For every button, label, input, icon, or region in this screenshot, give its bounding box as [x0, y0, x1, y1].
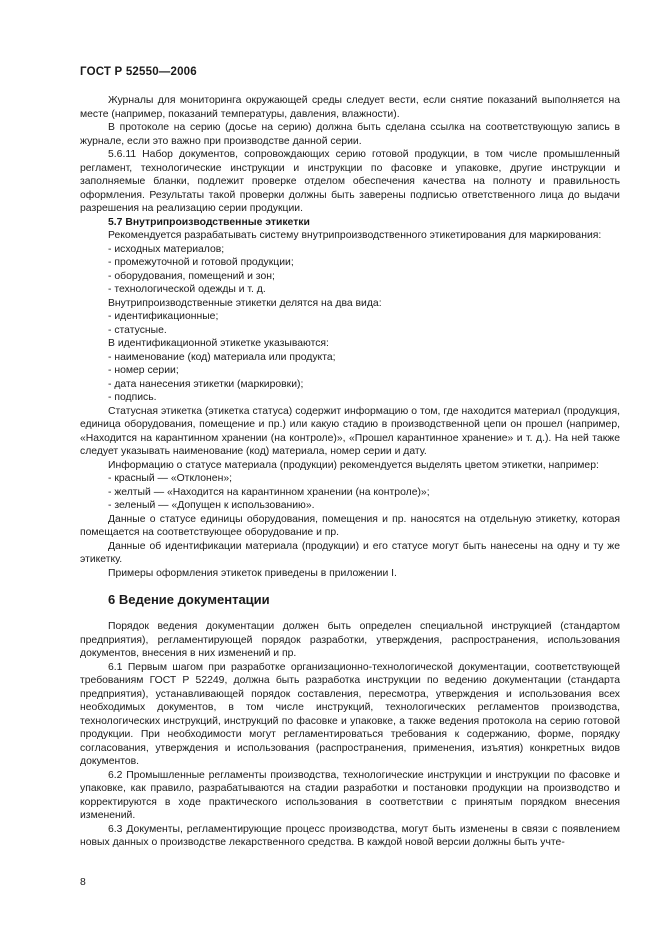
list-item: - исходных материалов; — [108, 243, 225, 255]
paragraph: Внутрипроизводственные этикетки делятся на два вида: — [108, 297, 382, 309]
list-item: - дата нанесения этикетки (маркировки); — [108, 378, 304, 390]
list-item: - наименование (код) материала или продукта; — [108, 351, 336, 363]
paragraph: Примеры оформления этикеток приведены в приложении I. — [108, 567, 397, 579]
paragraph: В протоколе на серию (досье на серию) должна быть сделана ссылка на соответствующую запись в журнале, если это важно при производстве данной серии. — [80, 122, 620, 147]
document-header: ГОСТ Р 52550—2006 — [80, 66, 197, 78]
paragraph: Статусная этикетка (этикетка статуса) содержит информацию о том, где находится материал (продукция, единица оборудования, помещение и пр.) или какую стадию в производственной цепи он прошел (например, «Находится на карантинном хранении (на контроле)», «Прошел карантинное хранение» и т. д.). На ней также следует указывать наименование (код) материала, номер серии и дату. — [80, 405, 620, 457]
page-number: 8 — [80, 877, 86, 888]
paragraph-6-3: 6.3 Документы, регламентирующие процесс производства, могут быть изменены в связи с появлением новых данных о производстве лекарственного средства. В каждой новой версии должны быть учте- — [80, 823, 620, 848]
paragraph: В идентификационной этикетке указываются: — [108, 338, 329, 349]
paragraph-5-6-11: 5.6.11 Набор документов, сопровождающих серию готовой продукции, в том числе промышленный регламент, технологические инструкции и инструкции по фасовке и упаковке, другие инструкции и заполняемые бланки, подлежит проверке отделом обеспечения качества на полноту и правильность оформления. Результаты такой проверки должны быть заверены подписью ответственного лица до выдачи разрешения на реализацию серии продукции. — [80, 149, 620, 214]
list-item: - идентификационные; — [108, 311, 219, 322]
paragraph: Рекомендуется разрабатывать систему внутрипроизводственного этикетирования для маркирования: — [108, 230, 602, 241]
section-heading-6: 6 Ведение документации — [108, 592, 270, 607]
paragraph: Журналы для мониторинга окружающей среды следует вести, если снятие показаний выполняется на месте (например, показаний температуры, давления, влажности). — [80, 95, 620, 120]
list-item: - красный — «Отклонен»; — [108, 473, 232, 484]
list-item: - промежуточной и готовой продукции; — [108, 257, 294, 268]
paragraph: Данные об идентификации материала (продукции) и его статусе могут быть нанесены на одну и ту же этикетку. — [80, 540, 620, 565]
list-item: - технологической одежды и т. д. — [108, 284, 266, 295]
paragraph-6-2: 6.2 Промышленные регламенты производства, технологические инструкции и инструкции по фасовке и упаковке, как правило, разрабатываются на стадии разработки и постановки продукции на производство и корректируются в ходе практического использования в соответствии с принятым порядком внесения изменений. — [80, 769, 620, 821]
subsection-heading-5-7: 5.7 Внутрипроизводственные этикетки — [108, 216, 310, 228]
list-item: - зеленый — «Допущен к использованию». — [108, 500, 315, 511]
page-body — [80, 94, 620, 850]
paragraph: Порядок ведения документации должен быть определен специальной инструкцией (стандартом предприятия), регламентирующей порядок разработки, утверждения, распространения, использования документов, внесения в них изменений и пр. — [80, 621, 620, 659]
paragraph: Информацию о статусе материала (продукции) рекомендуется выделять цветом этикетки, например: — [108, 459, 599, 471]
list-item: - подпись. — [108, 392, 157, 403]
list-item: - оборудования, помещений и зон; — [108, 270, 275, 282]
list-item: - статусные. — [108, 324, 167, 336]
list-item: - желтый — «Находится на карантинном хранении (на контроле)»; — [108, 486, 430, 498]
list-item: - номер серии; — [108, 365, 179, 376]
paragraph-6-1: 6.1 Первым шагом при разработке организационно-технологической документации, соответствующей требованиям ГОСТ Р 52249, должна быть разработка инструкции по ведению документации (стандарта предприятия), устанавливающей порядок составления, пересмотра, утверждения и использования всех необходимых документов, в том числе инструкций, технологических регламентов производства, технологических инструкций, инструкций по фасовке и упаковке, а также ведения протокола на серию готовой продукции. При необходимости могут регламентироваться требования к содержанию, форме, порядку согласования, утверждения и использования (распространения, применения, изъятия) конкретных видов документов. — [80, 661, 620, 767]
paragraph: Данные о статусе единицы оборудования, помещения и пр. наносятся на отдельную этикетку, которая помещается на соответствующее оборудование и пр. — [80, 513, 620, 538]
